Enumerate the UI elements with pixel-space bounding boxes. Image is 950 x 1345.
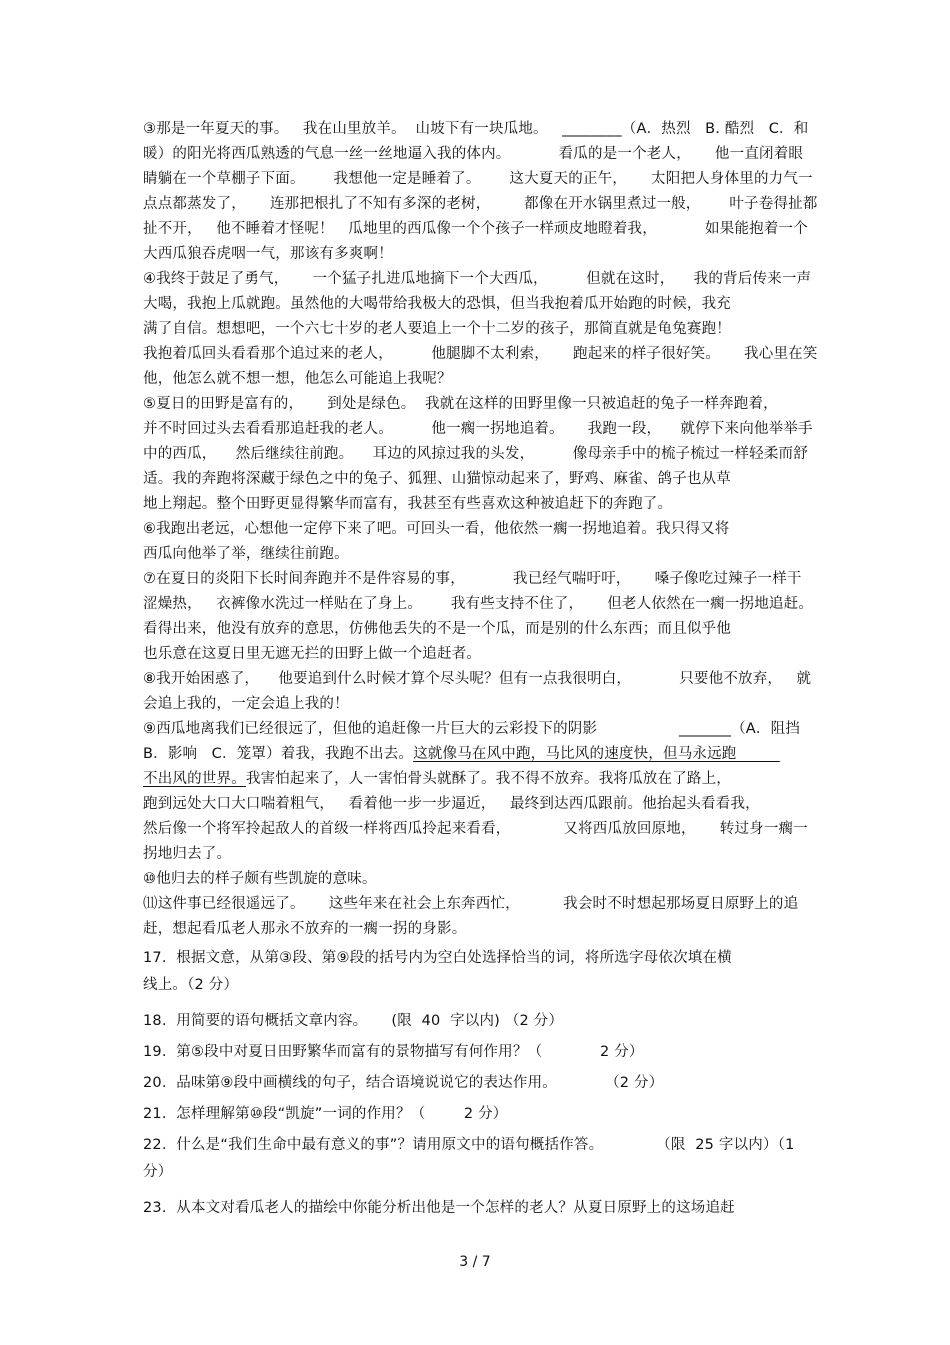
passage-line: 点点都蒸发了， 连那把根扎了不知有多深的老树， 都像在开水锅里煮过一般， 叶子卷得扯都: [143, 196, 818, 212]
para9-line-3: [143, 769, 731, 789]
passage-line: ⑾这件事已经很遥远了。 这些年来在社会上东奔西忙， 我会时不时想起那场夏日原野上的追: [143, 896, 799, 912]
question-22: 22. 什么是“我们生命中最有意义的事”？请用原文中的语句概括作答。 （限 25 字以内）（1: [143, 1137, 795, 1153]
question-21: 21. 怎样理解第⑩段“凯旋”一词的作用？（ 2 分）: [143, 1106, 508, 1122]
passage-line: 大喝，我抱上瓜就跑。虽然他的大喝带给我极大的恐惧，但当我抱着瓜开始跑的时候，我充: [143, 296, 731, 312]
passage-line: 并不时回过头去看看那追赶我的老人。 他一瘸一拐地追着。 我跑一段， 就停下来向他举举手: [143, 421, 813, 437]
passage-line: 涩燥热， 衣裤像水洗过一样贴在了身上。 我有些支持不住了， 但老人依然在一瘸一拐地追赶。: [143, 596, 814, 612]
passage-line: ⑦在夏日的炎阳下长时间奔跑并不是件容易的事， 我已经气喘吁吁， 嗓子像吃过辣子一样干: [143, 571, 802, 587]
passage-line: ⑧我开始困惑了， 他要追到什么时候才算个尽头呢？但有一点我很明白， 只要他不放弃， 就: [143, 671, 812, 687]
question-17: 17. 根据文意，从第③段、第⑨段的括号内为空白处选择恰当的词，将所选字母依次填在横: [143, 950, 732, 966]
passage-line: 然后像一个将军拎起敌人的首级一样将西瓜拎起来看看， 又将西瓜放回原地， 转过身一瘸一: [143, 821, 808, 837]
passage-line: 看得出来，他没有放弃的意思，仿佛他丢失的不是一个瓜，而是别的什么东西；而且似乎他: [143, 621, 731, 637]
passage-line: 会追上我的，一定会追上我的！: [143, 696, 349, 712]
passage-line: 跑到远处大口大口喘着粗气， 看着他一步一步逼近， 最终到达西瓜跟前。他抬起头看看我，: [143, 796, 760, 812]
passage-line: 扯不开， 他不睡着才怪呢！ 瓜地里的西瓜像一个个孩子一样顽皮地瞪着我， 如果能抱着一个: [143, 221, 808, 237]
passage-line: 大西瓜狼吞虎咽一气，那该有多爽啊！: [143, 246, 393, 262]
passage-line: 也乐意在这夏日里无遮无拦的田野上做一个追赶者。: [143, 646, 482, 662]
passage-line: 西瓜向他举了举，继续往前跑。: [143, 546, 349, 562]
para9-line-2: [143, 744, 780, 764]
passage-line: 拐地归去了。: [143, 846, 232, 862]
passage-line: ⑩他归去的样子颇有些凯旋的意味。: [143, 871, 377, 887]
underlined-sentence: 不出风的世界。: [143, 771, 246, 787]
passage-line: ⑤夏日的田野是富有的， 到处是绿色。 我就在这样的田野里像一只被追赶的兔子一样奔跑着，: [143, 396, 778, 412]
passage-line: 睛躺在一个草棚子下面。 我想他一定是睡着了。 这大夏天的正午， 太阳把人身体里的力气一: [143, 171, 813, 187]
question-17-cont: 线上。（2 分）: [143, 977, 239, 993]
passage-line: 他，他怎么就不想一想，他怎么可能追上我呢？: [143, 371, 452, 387]
underlined-sentence: 这就像马在风中跑，马比风的速度快，但马永远跑: [413, 746, 780, 762]
passage-line: 满了自信。想想吧，一个六七十岁的老人要追上一个十二岁的孩子，那简直就是龟兔赛跑！: [143, 321, 731, 337]
passage-line: ④我终于鼓足了勇气， 一个猛子扎进瓜地摘下一个大西瓜， 但就在这时， 我的背后传来一声: [143, 271, 812, 287]
passage-line: ③那是一年夏天的事。 我在山里放羊。 山坡下有一块瓜地。 ________（A．热烈 B. 酷烈 C．和: [143, 121, 809, 137]
page-number: 3 / 7: [459, 1254, 491, 1270]
passage-line: 赶，想起看瓜老人那永不放弃的一瘸一拐的身影。: [143, 921, 467, 937]
question-19: 19. 第⑤段中对夏日田野繁华而富有的景物描写有何作用？（ 2 分）: [143, 1044, 644, 1060]
passage-line: 暖）的阳光将西瓜熟透的气息一丝一丝地逼入我的体内。 看瓜的是一个老人， 他一直闭着眼: [143, 146, 804, 162]
question-20: 20. 品味第⑨段中画横线的句子，结合语境说说它的表达作用。 （2 分）: [143, 1075, 664, 1091]
question-18: 18. 用简要的语句概括文章内容。 (限 40 字以内) （2 分）: [143, 1013, 564, 1029]
passage-line: ⑥我跑出老远，心想他一定停下来了吧。可回头一看，他依然一瘸一拐地追着。我只得又将: [143, 521, 730, 537]
para9-text: 我害怕起来了，人一害怕骨头就酥了。我不得不放弃。我将瓜放在了路上，: [245, 771, 732, 787]
para9-line-1: ⑨西瓜地离我们已经很远了，但他的追赶像一片巨大的云彩投下的阴影 _______（A．阻挡: [143, 721, 801, 737]
para9-text: B．影响 C．笼罩）着我，我跑不出去。: [143, 746, 414, 762]
passage-line: 地上翔起。整个田野更显得繁华而富有，我甚至有些喜欢这种被追赶下的奔跑了。: [143, 496, 673, 512]
passage-line: 中的西瓜， 然后继续往前跑。 耳边的风掠过我的头发， 像母亲手中的梳子梳过一样轻柔而舒: [143, 446, 808, 462]
question-23: 23. 从本文对看瓜老人的描绘中你能分析出他是一个怎样的老人？从夏日原野上的这场追赶: [143, 1200, 735, 1216]
question-22-cont: 分）: [143, 1164, 173, 1180]
passage-line: 适。我的奔跑将深藏于绿色之中的兔子、狐狸、山猫惊动起来了，野鸡、麻雀、鸽子也从草: [143, 471, 731, 487]
passage-line: 我抱着瓜回头看看那个追过来的老人， 他腿脚不太利索， 跑起来的样子很好笑。 我心里在笑: [143, 346, 818, 362]
